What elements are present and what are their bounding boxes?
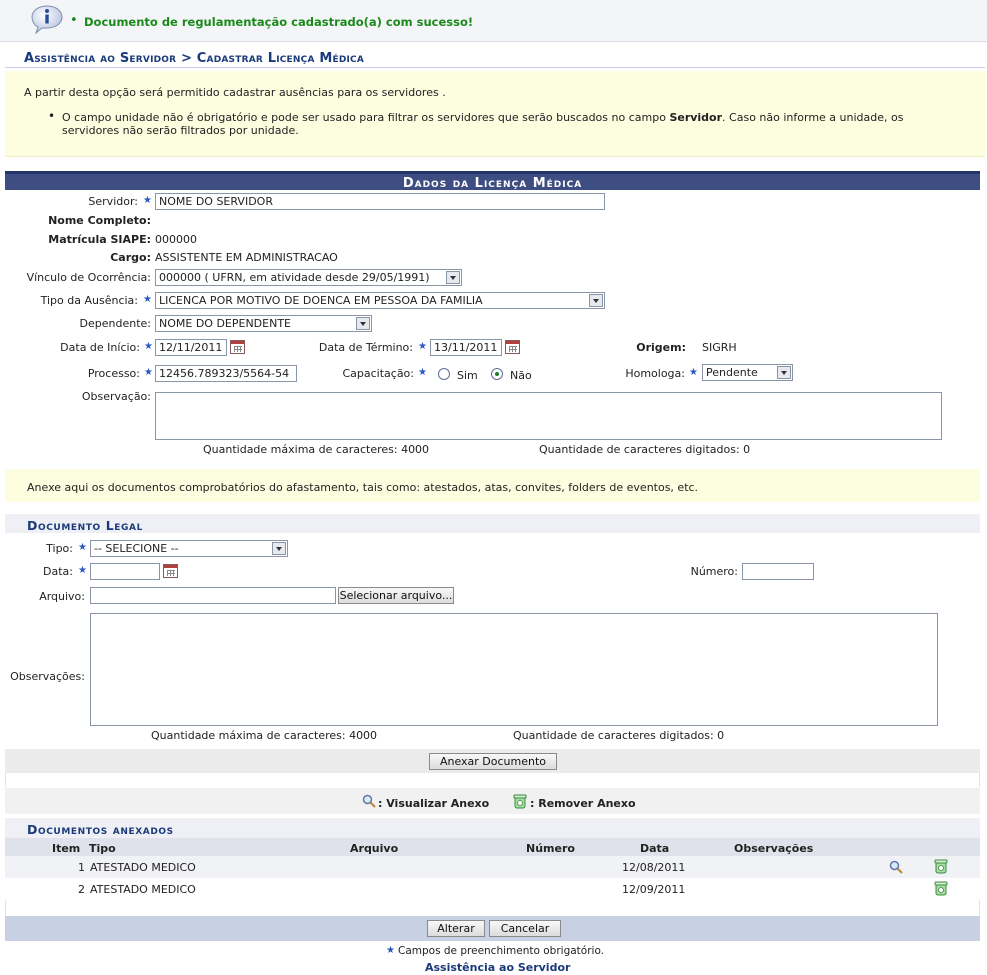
legend-bar: [5, 788, 980, 814]
doc-typed-chars-text: Quantidade de caracteres digitados: 0: [513, 729, 725, 742]
info-icon: [30, 4, 64, 34]
col-arquivo: Arquivo: [350, 842, 399, 855]
origem-value: SIGRH: [702, 341, 737, 354]
matricula-value: 000000: [155, 233, 197, 246]
required-star-icon: ★: [418, 367, 427, 378]
typed-chars-text: Quantidade de caracteres digitados: 0: [539, 443, 751, 456]
calendar-icon[interactable]: [163, 564, 178, 578]
legend-remove-text: : Remover Anexo: [530, 797, 636, 810]
required-star-icon: ★: [143, 195, 152, 206]
required-star-icon: ★: [144, 367, 153, 378]
capacitacao-sim-radio[interactable]: [438, 368, 450, 380]
table-header-bg: [5, 838, 980, 856]
col-item: Item: [52, 842, 81, 855]
chevron-down-icon: [589, 294, 603, 307]
data-inicio-input[interactable]: 12/11/2011: [155, 339, 227, 356]
col-tipo: Tipo: [89, 842, 116, 855]
doc-tipo-value: -- SELECIONE --: [94, 542, 179, 555]
dependente-select[interactable]: [155, 315, 372, 332]
row-item: 1: [78, 861, 85, 874]
required-star-icon: ★: [689, 367, 698, 378]
cargo-label: Cargo:: [110, 251, 151, 264]
row-tipo: ATESTADO MEDICO: [90, 861, 196, 874]
data-inicio-label: Data de Início:: [60, 341, 140, 354]
doc-numero-input[interactable]: [742, 563, 814, 580]
required-star-icon: ★: [78, 565, 87, 576]
capacitacao-nao-radio[interactable]: [491, 368, 503, 380]
col-observacoes: Observações: [734, 842, 814, 855]
tipo-ausencia-value: LICENCA POR MOTIVO DE DOENCA EM PESSOA DA FAMILIA: [159, 294, 483, 307]
divider: [5, 67, 985, 68]
section-header: Dados da Licença Médica: [5, 171, 980, 190]
doc-tipo-label: Tipo:: [46, 542, 73, 555]
chevron-down-icon: [777, 366, 791, 379]
row-data: 12/09/2011: [622, 883, 686, 896]
bullet: •: [70, 13, 78, 28]
nome-completo-label: Nome Completo:: [48, 214, 151, 227]
servidor-input[interactable]: NOME DO SERVIDOR: [155, 193, 605, 210]
doc-legal-header-bg: [5, 514, 980, 533]
intro-note-a: O campo unidade não é obrigatório e pode ser usado para filtrar os servidores que serão buscados no campo: [62, 111, 670, 124]
doc-data-input[interactable]: [90, 563, 160, 580]
row-tipo: ATESTADO MEDICO: [90, 883, 196, 896]
spacer: [5, 900, 980, 916]
doc-obs-textarea[interactable]: [90, 613, 938, 726]
attach-document-button[interactable]: Anexar Documento: [429, 753, 557, 770]
doc-tipo-select[interactable]: [90, 540, 288, 557]
observacao-textarea[interactable]: [155, 392, 942, 440]
breadcrumb: Assistência ao Servidor > Cadastrar Licença Médica: [24, 51, 365, 66]
observacao-label: Observação:: [81, 390, 151, 403]
cancelar-button[interactable]: Cancelar: [489, 920, 561, 937]
intro-note: [62, 111, 952, 137]
vinculo-label: Vínculo de Ocorrência:: [26, 271, 151, 284]
doc-arquivo-input[interactable]: [90, 587, 336, 604]
intro-note-c: . Caso não informe a unidade, os: [722, 111, 904, 124]
col-numero: Número: [526, 842, 575, 855]
intro-note-d: servidores não serão filtrados por unidade.: [62, 124, 299, 137]
required-note: Campos de preenchimento obrigatório.: [398, 945, 605, 957]
doc-legal-title: Documento Legal: [27, 518, 143, 533]
required-star-icon: ★: [144, 341, 153, 352]
doc-numero-label: Número:: [690, 565, 738, 578]
magnifier-icon: [362, 794, 376, 808]
doc-arquivo-label: Arquivo:: [39, 590, 85, 603]
required-star-icon: ★: [143, 294, 152, 305]
dependente-label: Dependente:: [79, 317, 151, 330]
success-message: Documento de regulamentação cadastrado(a) com sucesso!: [84, 15, 474, 29]
assistencia-link[interactable]: Assistência ao Servidor: [425, 961, 571, 974]
row-item: 2: [78, 883, 85, 896]
tipo-ausencia-select[interactable]: [155, 292, 605, 309]
attached-title: Documentos anexados: [27, 822, 174, 837]
doc-max-chars-text: Quantidade máxima de caracteres: 4000: [151, 729, 378, 742]
data-termino-input[interactable]: 13/11/2011: [430, 339, 502, 356]
chevron-down-icon: [446, 271, 460, 284]
intro-text: A partir desta opção será permitido cadastrar ausências para os servidores .: [24, 86, 446, 99]
select-file-button[interactable]: Selecionar arquivo...: [339, 589, 453, 602]
origem-label: Origem:: [636, 341, 686, 354]
message-bar: [0, 0, 987, 42]
chevron-down-icon: [356, 317, 370, 330]
doc-data-label: Data:: [43, 565, 73, 578]
intro-note-b: Servidor: [669, 111, 723, 124]
view-attachment-magnifier-icon[interactable]: [889, 860, 903, 874]
homologa-label: Homologa:: [625, 367, 685, 380]
bullet: •: [48, 109, 56, 123]
remove-attachment-trash-icon[interactable]: [933, 858, 949, 874]
tipo-ausencia-label: Tipo da Ausência:: [40, 294, 138, 307]
row-data: 12/08/2011: [622, 861, 686, 874]
col-data: Data: [640, 842, 670, 855]
required-star-icon: ★: [418, 341, 427, 352]
capacitacao-sim-label: Sim: [457, 369, 478, 382]
capacitacao-nao-label: Não: [510, 369, 532, 382]
calendar-icon[interactable]: [505, 340, 520, 354]
chevron-down-icon: [272, 542, 286, 555]
calendar-icon[interactable]: [230, 340, 245, 354]
required-star-icon: ★: [78, 542, 87, 553]
alterar-button[interactable]: Alterar: [427, 920, 485, 937]
doc-obs-label: Observações:: [10, 670, 85, 683]
servidor-label: Servidor:: [88, 195, 138, 208]
trash-icon: [512, 793, 528, 809]
dependente-value: NOME DO DEPENDENTE: [159, 317, 291, 330]
remove-attachment-trash-icon[interactable]: [933, 880, 949, 896]
cargo-value: ASSISTENTE EM ADMINISTRACAO: [155, 251, 338, 264]
data-termino-label: Data de Término:: [318, 341, 413, 354]
processo-input[interactable]: 12456.789323/5564-54: [155, 365, 297, 382]
annex-info-text: Anexe aqui os documentos comprobatórios do afastamento, tais como: atestados, atas, convites, folders de eventos, etc.: [27, 481, 699, 494]
vinculo-value: 000000 ( UFRN, em atividade desde 29/05/1991): [159, 271, 430, 284]
processo-label: Processo:: [87, 367, 140, 380]
max-chars-text: Quantidade máxima de caracteres: 4000: [203, 443, 430, 456]
homologa-select[interactable]: [702, 364, 793, 381]
required-star-icon: ★: [386, 945, 395, 956]
spacer: [5, 773, 980, 787]
legend-view-text: : Visualizar Anexo: [378, 797, 490, 810]
capacitacao-label: Capacitação:: [342, 367, 414, 380]
vinculo-select[interactable]: [155, 269, 462, 286]
matricula-label: Matrícula SIAPE:: [48, 233, 151, 246]
homologa-value: Pendente: [706, 366, 758, 379]
